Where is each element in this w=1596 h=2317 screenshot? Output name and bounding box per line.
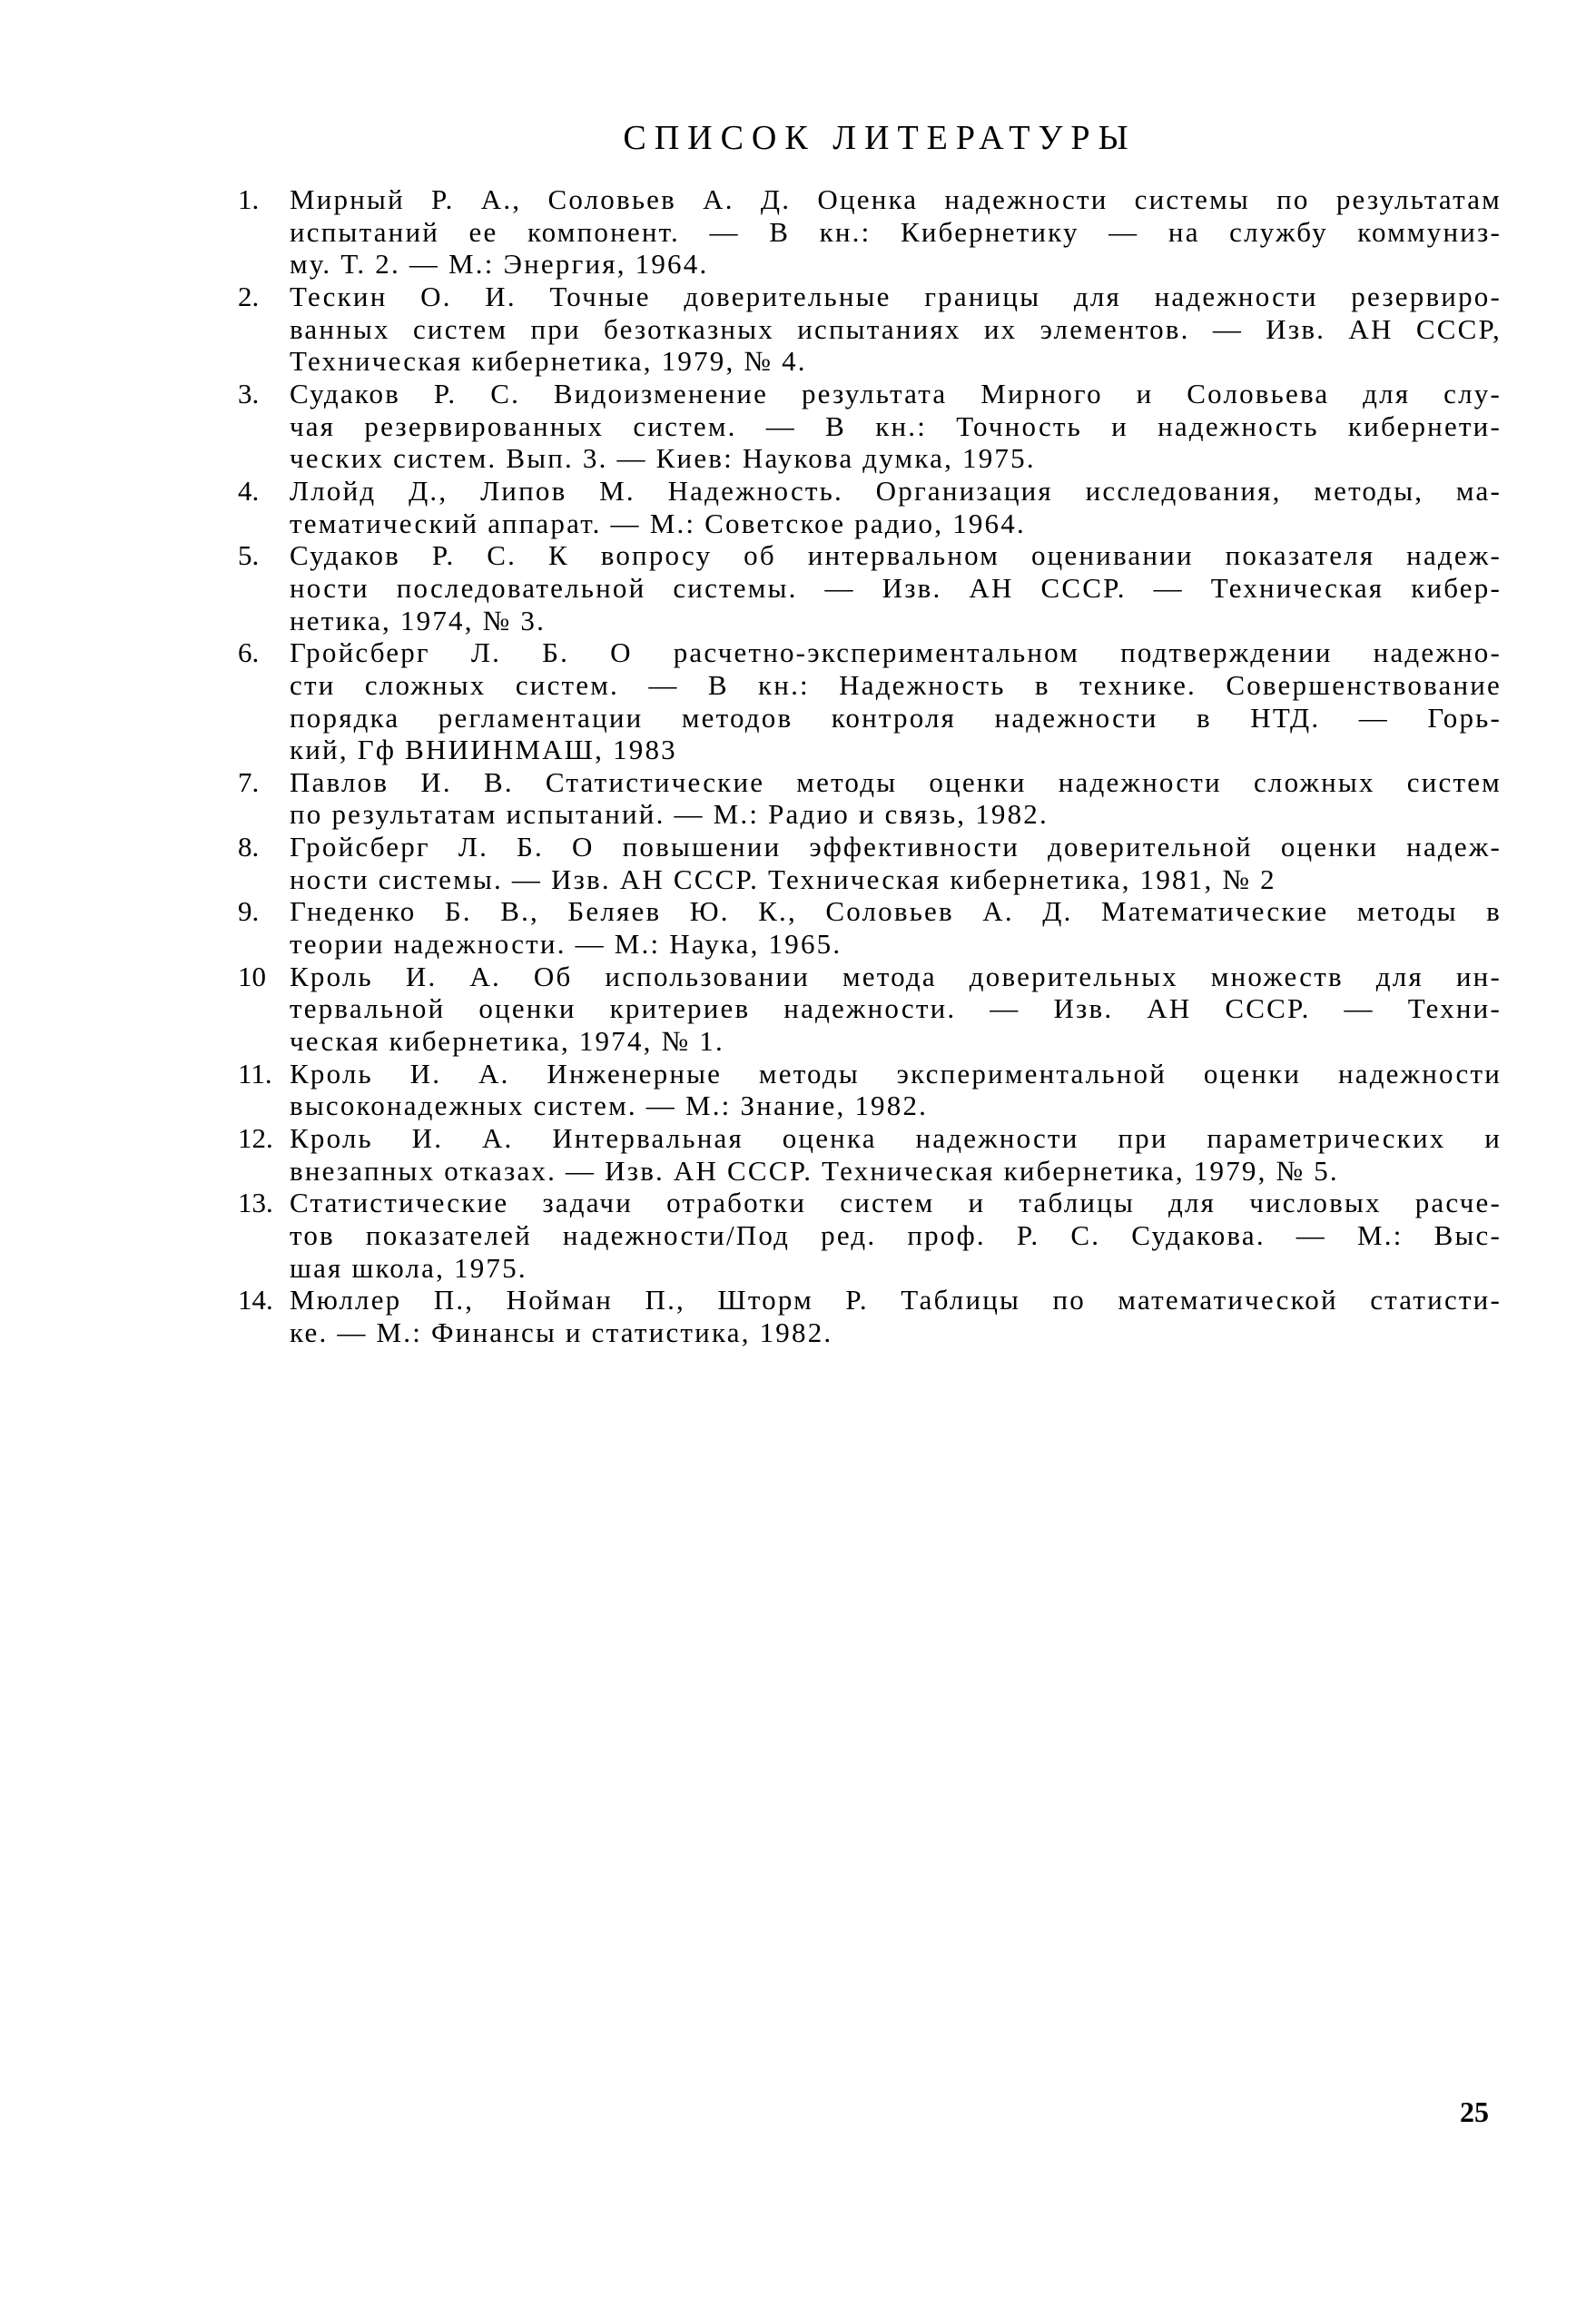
- reference-line: кий, Гф ВНИИНМАШ, 1983: [290, 734, 677, 766]
- reference-number: 7.: [238, 765, 260, 798]
- reference-entry: [238, 895, 1502, 960]
- reference-line: Тескин О. И. Точные доверительные границы для надежности резервиро-: [290, 280, 1502, 312]
- reference-entry: [238, 1058, 1502, 1122]
- reference-line: ческих систем. Вып. 3. — Киев: Наукова думка, 1975.: [290, 442, 1036, 475]
- reference-number: 3.: [238, 377, 260, 409]
- reference-line: Судаков Р. С. К вопросу об интервальном оценивании показателя надеж-: [290, 539, 1502, 572]
- reference-number: 2.: [238, 280, 260, 312]
- reference-line: Павлов И. В. Статистические методы оценки надежности сложных систем: [290, 765, 1502, 798]
- reference-line: ванных систем при безотказных испытаниях их элементов. — Изв. АН СССР,: [290, 312, 1502, 345]
- reference-line: тематический аппарат. — М.: Советское радио, 1964.: [290, 507, 1026, 539]
- reference-line: теории надежности. — М.: Наука, 1965.: [290, 928, 842, 961]
- reference-entry: [238, 539, 1502, 636]
- reference-entry: [238, 1284, 1502, 1348]
- reference-number: 11.: [238, 1057, 272, 1089]
- reference-line: ческая кибернетика, 1974, № 1.: [290, 1025, 724, 1058]
- reference-line: шая школа, 1975.: [290, 1251, 527, 1284]
- reference-line: внезапных отказах. — Изв. АН СССР. Техническая кибернетика, 1979, № 5.: [290, 1154, 1339, 1187]
- reference-entry: [238, 378, 1502, 475]
- reference-line: Гройсберг Л. Б. О повышении эффективности доверительной оценки надеж-: [290, 831, 1502, 863]
- reference-number: 8.: [238, 831, 260, 863]
- reference-line: ности системы. — Изв. АН СССР. Техническая кибернетика, 1981, № 2: [290, 863, 1276, 895]
- reference-number: 5.: [238, 539, 260, 572]
- reference-entry: [238, 1122, 1502, 1187]
- reference-number: 10: [238, 960, 266, 992]
- reference-line: Кроль И. А. Инженерные методы экспериментальной оценки надежности: [290, 1057, 1502, 1089]
- reference-number: 1.: [238, 183, 260, 215]
- reference-line: сти сложных систем. — В кн.: Надежность в технике. Совершенствование: [290, 668, 1502, 701]
- reference-entry: [238, 1187, 1502, 1284]
- reference-line: порядка регламентации методов контроля надежности в НТД. — Горь-: [290, 701, 1502, 734]
- reference-line: Кроль И. А. Об использовании метода доверительных множеств для ин-: [290, 960, 1502, 992]
- reference-entry: [238, 636, 1502, 766]
- reference-number: 4.: [238, 474, 260, 507]
- reference-entry: [238, 281, 1502, 378]
- reference-list: [238, 183, 1502, 1349]
- reference-line: Статистические задачи отработки систем и таблицы для числовых расче-: [290, 1187, 1502, 1219]
- reference-entry: [238, 831, 1502, 895]
- reference-line: му. Т. 2. — М.: Энергия, 1964.: [290, 248, 709, 281]
- page-title: СПИСОК ЛИТЕРАТУРЫ: [623, 119, 1137, 157]
- reference-entry: [238, 961, 1502, 1058]
- reference-line: по результатам испытаний. — М.: Радио и связь, 1982.: [290, 798, 1049, 831]
- page-number: 25: [1460, 2095, 1489, 2128]
- reference-number: 14.: [238, 1284, 273, 1316]
- reference-entry: [238, 183, 1502, 281]
- reference-line: ке. — М.: Финансы и статистика, 1982.: [290, 1316, 833, 1348]
- reference-line: чая резервированных систем. — В кн.: Точность и надежность кибернети-: [290, 409, 1502, 442]
- reference-number: 6.: [238, 636, 260, 669]
- reference-line: Мирный Р. А., Соловьев А. Д. Оценка надежности системы по результатам: [290, 183, 1502, 215]
- reference-line: ности последовательной системы. — Изв. АН СССР. — Техническая кибер-: [290, 571, 1502, 604]
- reference-line: испытаний ее компонент. — В кн.: Кибернетику — на службу коммуниз-: [290, 215, 1502, 248]
- reference-number: 9.: [238, 895, 260, 928]
- reference-line: нетика, 1974, № 3.: [290, 604, 547, 636]
- reference-line: Мюллер П., Нойман П., Шторм Р. Таблицы по математической статисти-: [290, 1284, 1502, 1316]
- reference-line: Гройсберг Л. Б. О расчетно-экспериментальном подтверждении надежно-: [290, 636, 1502, 669]
- reference-line: тервальной оценки критериев надежности. — Изв. АН СССР. — Техни-: [290, 992, 1502, 1025]
- reference-number: 12.: [238, 1122, 273, 1155]
- reference-line: Техническая кибернетика, 1979, № 4.: [290, 345, 807, 378]
- reference-line: Ллойд Д., Липов М. Надежность. Организация исследования, методы, ма-: [290, 474, 1502, 507]
- reference-line: высоконадежных систем. — М.: Знание, 1982.: [290, 1089, 929, 1122]
- reference-line: Гнеденко Б. В., Беляев Ю. К., Соловьев А. Д. Математические методы в: [290, 895, 1502, 928]
- reference-number: 13.: [238, 1187, 273, 1219]
- reference-entry: [238, 766, 1502, 831]
- reference-line: Кроль И. А. Интервальная оценка надежности при параметрических и: [290, 1122, 1502, 1155]
- reference-line: тов показателей надежности/Под ред. проф. Р. С. Судакова. — М.: Выс-: [290, 1219, 1502, 1251]
- reference-entry: [238, 475, 1502, 539]
- reference-line: Судаков Р. С. Видоизменение результата Мирного и Соловьева для слу-: [290, 377, 1502, 409]
